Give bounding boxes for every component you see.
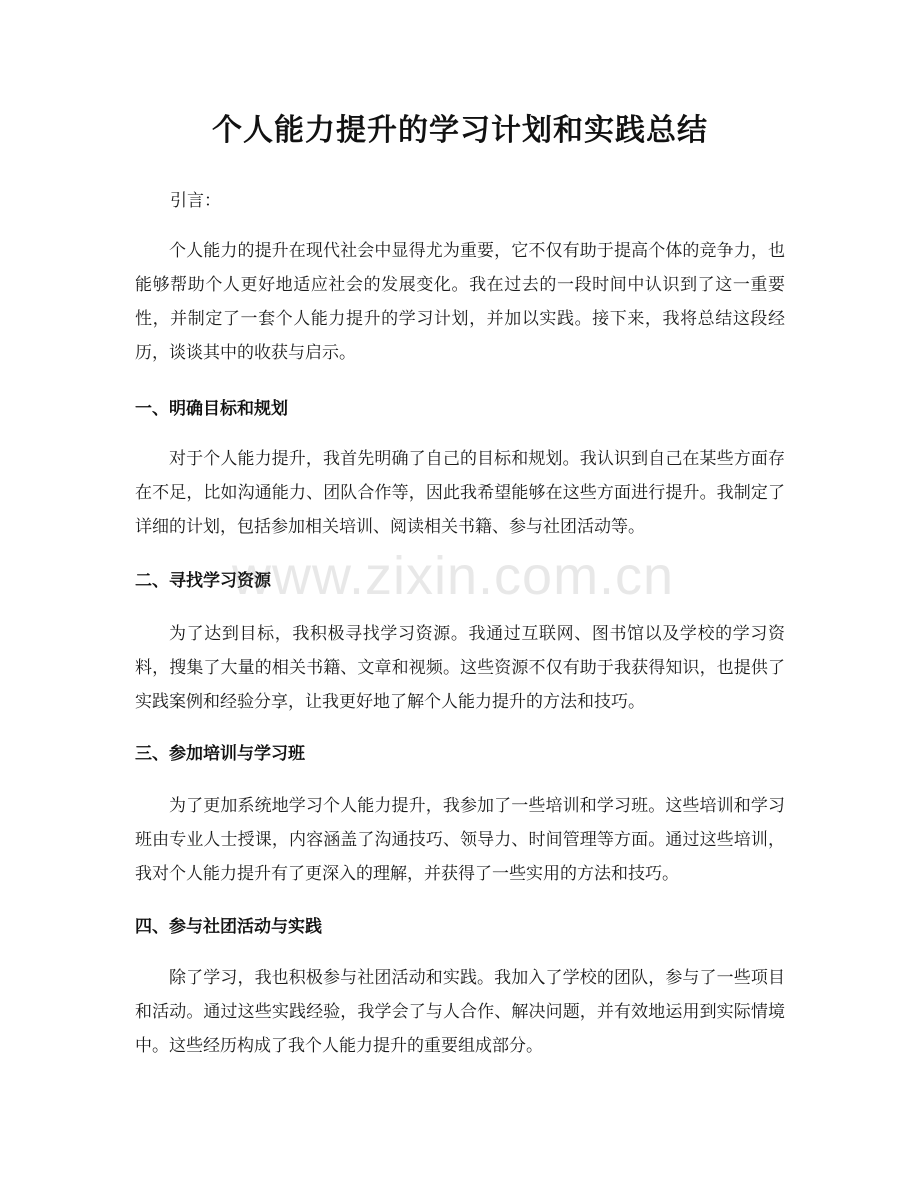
- section-heading-2: 二、寻找学习资源: [135, 571, 271, 591]
- section-heading-1: 一、明确目标和规划: [135, 399, 288, 419]
- intro-paragraph: 个人能力的提升在现代社会中显得尤为重要，它不仅有助于提高个体的竞争力，也能够帮助个人更好地适应社会的发展变化。我在过去的一段时间中认识到了这一重要性，并制定了一套个人能力提升的学习计划，并加以实践。接下来，我将总结这段经历，谈谈其中的收获与启示。: [135, 241, 785, 363]
- document-title: 个人能力提升的学习计划和实践总结: [212, 113, 708, 148]
- section-body-1: 对于个人能力提升，我首先明确了自己的目标和规划。我认识到自己在某些方面存在不足，比如沟通能力、团队合作等，因此我希望能够在这些方面进行提升。我制定了详细的计划，包括参加相关培训、阅读相关书籍、参与社团活动等。: [135, 449, 785, 537]
- section-body-2: 为了达到目标，我积极寻找学习资源。我通过互联网、图书馆以及学校的学习资料，搜集了大量的相关书籍、文章和视频。这些资源不仅有助于我获得知识，也提供了实践案例和经验分享，让我更好地了解个人能力提升的方法和技巧。: [135, 624, 785, 712]
- section-body-4: 除了学习，我也积极参与社团活动和实践。我加入了学校的团队，参与了一些项目和活动。通过这些实践经验，我学会了与人合作、解决问题，并有效地运用到实际情境中。这些经历构成了我个人能力提升的重要组成部分。: [135, 968, 785, 1056]
- section-heading-3: 三、参加培训与学习班: [135, 744, 305, 764]
- section-heading-4: 四、参与社团活动与实践: [135, 917, 322, 937]
- section-body-3: 为了更加系统地学习个人能力提升，我参加了一些培训和学习班。这些培训和学习班由专业人士授课，内容涵盖了沟通技巧、领导力、时间管理等方面。通过这些培训，我对个人能力提升有了更深入的理解，并获得了一些实用的方法和技巧。: [135, 796, 785, 884]
- watermark: www.zixin.com.cn: [232, 546, 675, 606]
- intro-label: 引言：: [170, 191, 221, 211]
